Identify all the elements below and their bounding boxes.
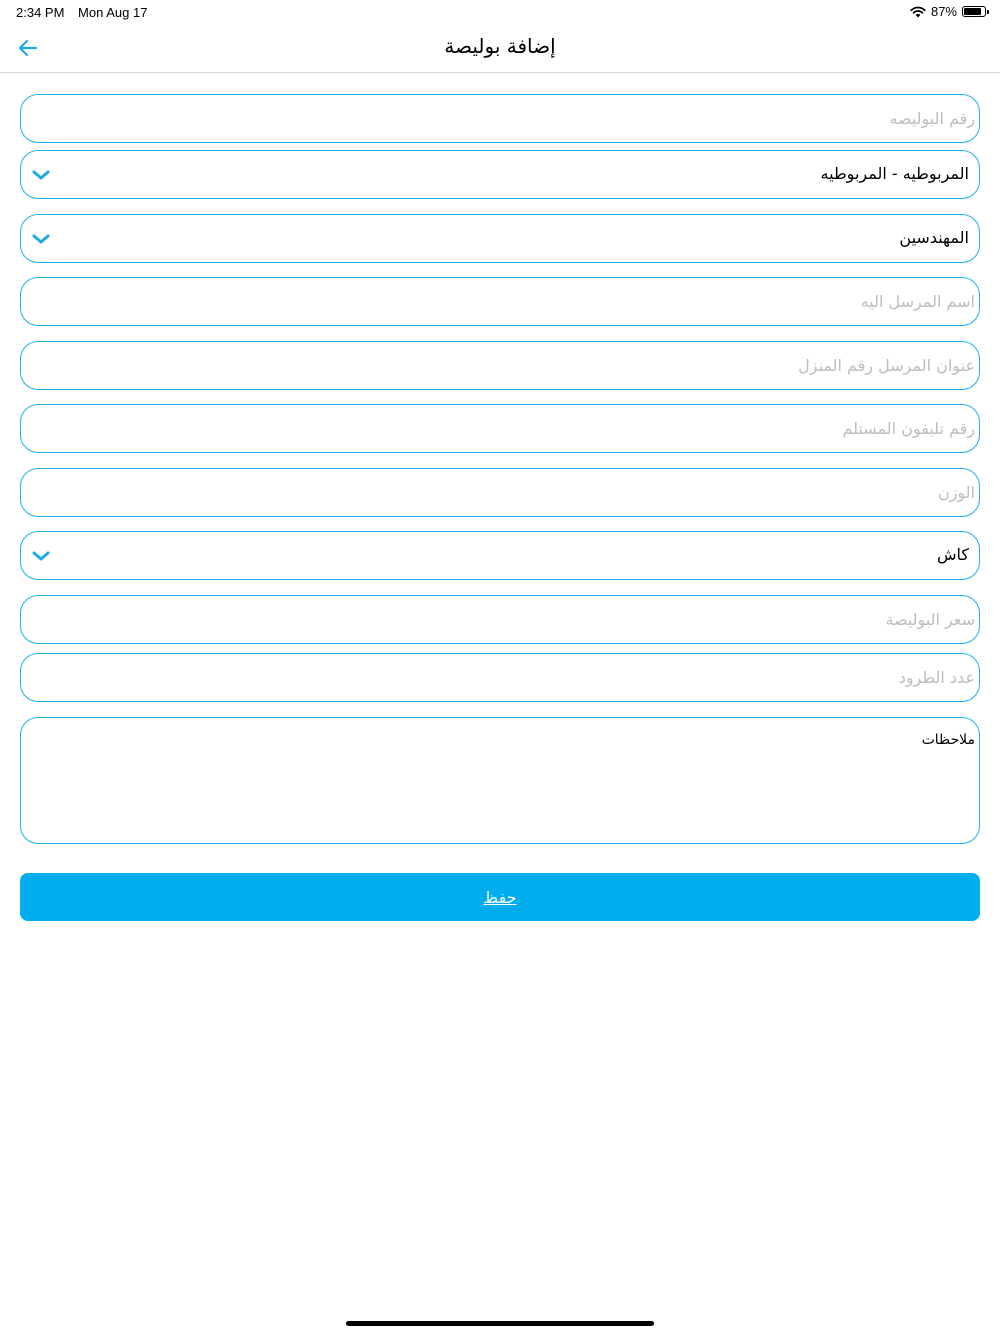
area-select[interactable] [20,150,980,199]
recipient-address-input[interactable] [75,342,975,389]
status-bar [0,0,1000,24]
chevron-down-icon [31,168,51,182]
status-time: 2:34 PM [16,5,65,20]
recipient-name-field [20,277,980,326]
nav-bar [0,24,1000,73]
battery-level [964,8,981,15]
recipient-phone-input[interactable] [75,405,975,452]
parcel-count-field [20,653,980,702]
status-right [910,4,986,19]
recipient-address-field [20,341,980,390]
policy-number-field [20,94,980,143]
recipient-name-input[interactable] [75,278,975,325]
weight-field [20,468,980,517]
payment-method-select[interactable] [20,531,980,580]
policy-price-input[interactable] [75,596,975,643]
status-left [16,5,147,20]
chevron-down-icon [31,232,51,246]
recipient-phone-field [20,404,980,453]
chevron-down-icon [31,549,51,563]
district-select-value: المهندسين [899,228,969,247]
battery-percent: 87% [930,4,957,19]
parcel-count-input[interactable] [75,654,975,701]
notes-field [20,717,980,844]
status-date: Mon Aug 17 [78,5,148,20]
policy-number-input[interactable] [75,95,975,142]
policy-price-field [20,595,980,644]
payment-method-value: كاش [936,545,969,564]
district-select[interactable] [20,214,980,263]
page-title: إضافة بوليصة [444,34,556,58]
save-button[interactable]: حفظ [20,873,980,921]
wifi-icon [910,6,926,18]
weight-input[interactable] [75,469,975,516]
home-indicator [346,1321,654,1326]
battery-icon [962,6,986,17]
notes-textarea[interactable] [21,718,979,843]
area-select-value: المربوطيه - المربوطيه [820,164,969,183]
